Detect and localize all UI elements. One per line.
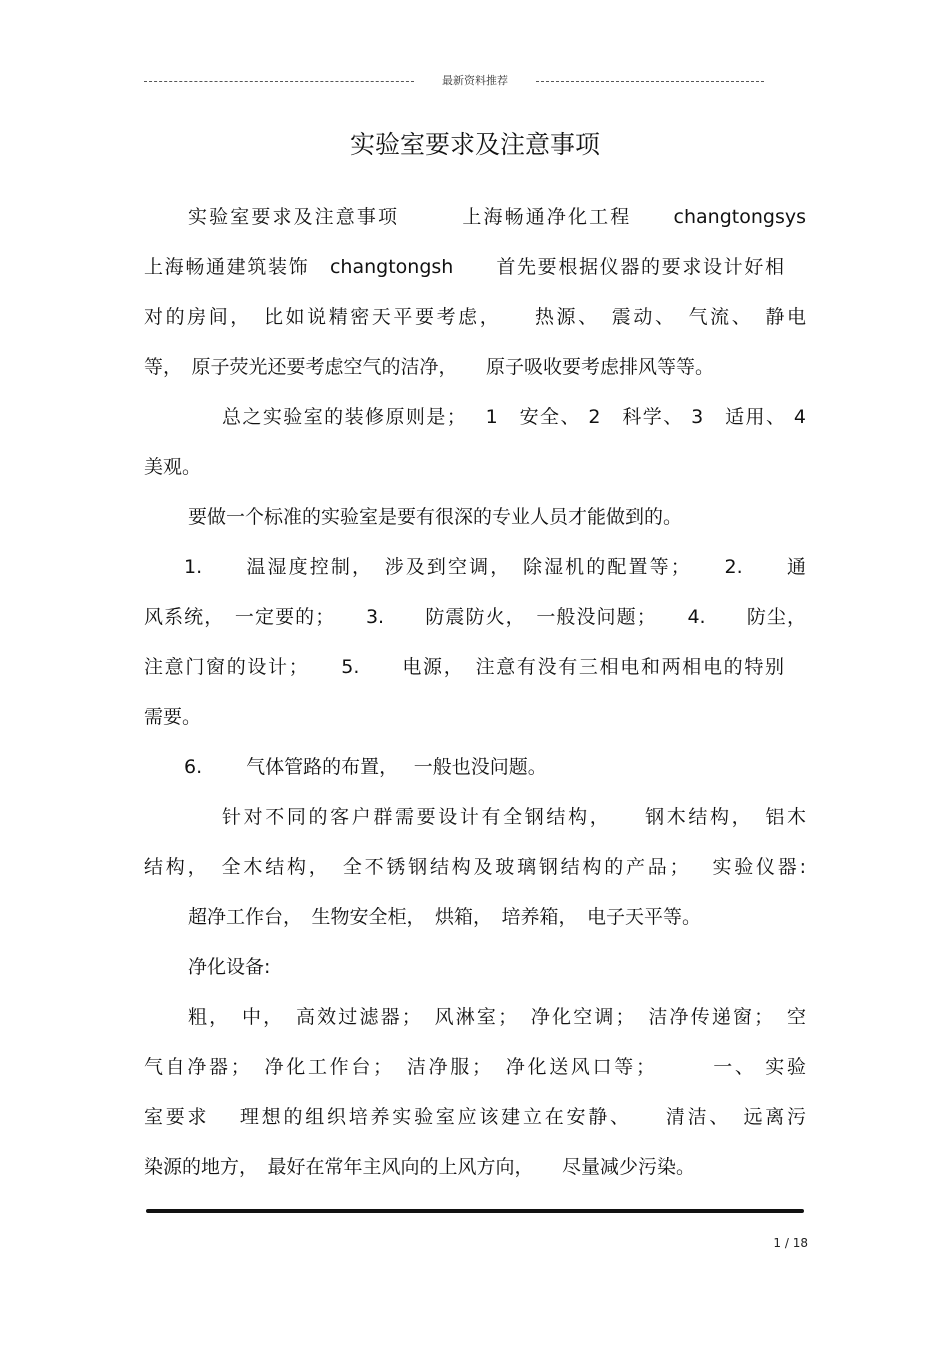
text-line: 室要求 理想的组织培养实验室应该建立在安静、 清洁、 远离污 [144,1106,806,1128]
footer-rule [146,1209,804,1213]
text-line: 染源的地方， 最好在常年主风向的上风方向， 尽量减少污染。 [144,1156,696,1178]
document-title: 实验室要求及注意事项 [349,130,600,159]
text-line: 针对不同的客户群需要设计有全钢结构， 钢木结构， 铝木 [222,806,806,828]
text-line: 等， 原子荧光还要考虑空气的洁净， 原子吸收要考虑排风等等。 [144,356,715,378]
header-dash-right [536,81,764,82]
text-line: 净化设备: [188,956,271,978]
text-line: 注意门窗的设计； 5. 电源， 注意有没有三相电和两相电的特别 [144,656,784,678]
header-dash-left [144,81,414,82]
text-line: 总之实验室的装修原则是； 1 安全、 2 科学、 3 适用、 4 [222,406,806,428]
text-line: 对的房间， 比如说精密天平要考虑， 热源、 震动、 气流、 静电 [144,306,806,328]
text-line: 需要。 [144,706,202,728]
page-number: 1 / 18 [773,1236,808,1250]
text-line: 要做一个标准的实验室是要有很深的专业人员才能做到的。 [188,506,683,528]
page-header [144,70,764,92]
text-line: 气自净器； 净化工作台； 洁净服； 净化送风口等； 一、 实验 [144,1056,806,1078]
text-line: 美观。 [144,456,202,478]
text-line: 粗， 中， 高效过滤器； 风淋室； 净化空调； 洁净传递窗； 空 [188,1006,806,1028]
text-line: 上海畅通建筑装饰 changtongsh 首先要根据仪器的要求设计好相 [144,256,784,278]
header-label: 最新资料推荐 [442,74,508,87]
text-line: 实验室要求及注意事项 上海畅通净化工程 changtongsys [188,206,806,228]
text-line: 风系统， 一定要的； 3. 防震防火， 一般没问题； 4. 防尘， [144,606,806,628]
text-line: 超净工作台， 生物安全柜， 烘箱， 培养箱， 电子天平等。 [188,906,702,928]
text-line: 结构， 全木结构， 全不锈钢结构及玻璃钢结构的产品； 实验仪器: [144,856,806,878]
text-line: 1. 温湿度控制， 涉及到空调， 除湿机的配置等； 2. 通 [184,556,806,578]
text-line: 6. 气体管路的布置， 一般也没问题。 [184,756,547,778]
